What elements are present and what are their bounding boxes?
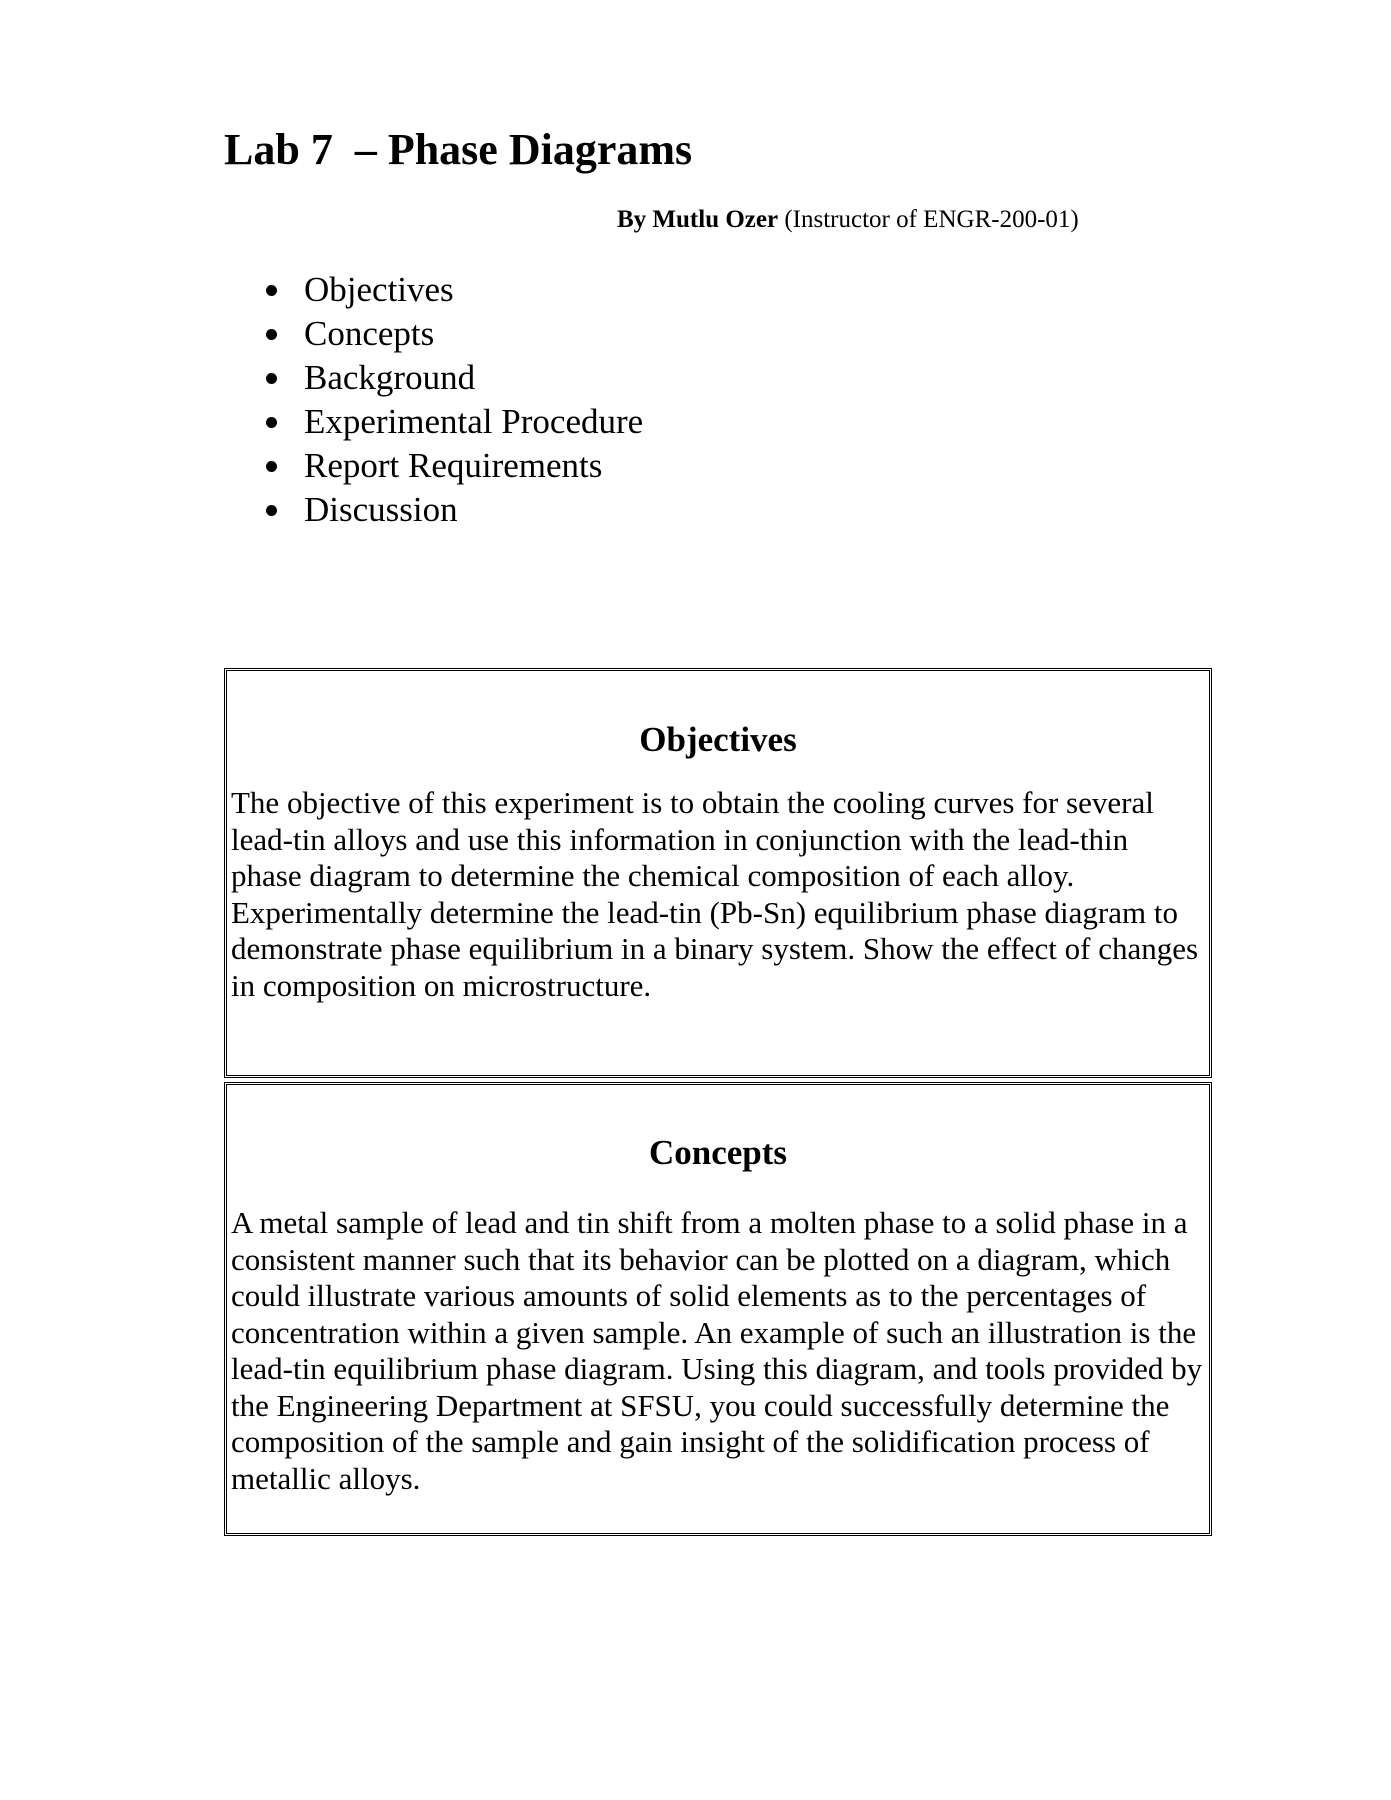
toc-item-label: Experimental Procedure (304, 402, 644, 441)
toc-item-objectives[interactable] (262, 268, 643, 312)
bullet-icon (266, 285, 277, 296)
concepts-section (224, 1082, 1212, 1536)
toc-item-label: Report Requirements (304, 446, 603, 485)
bullet-icon (266, 417, 277, 428)
bullet-icon (266, 329, 277, 340)
objectives-heading: Objectives (639, 720, 797, 759)
objectives-section (224, 668, 1212, 1078)
table-of-contents (262, 268, 643, 532)
concepts-text: A metal sample of lead and tin shift from a molten phase to a solid phase in a consistent manner such that its behavior can be plotted on a diagram, which could illustrate various amounts of solid elements as to the percentages of concentration within a given sample. An example of such an illustration is the lead-tin equilibrium phase diagram. Using this diagram, and tools provided by the Engineering Department at SFSU, you could successfully determine the composition of the sample and gain insight of the solidification process of metallic alloys. (231, 1205, 1203, 1496)
toc-item-label: Discussion (304, 490, 458, 529)
objectives-text: The objective of this experiment is to obtain the cooling curves for several lead-tin alloys and use this information in conjunction with the lead-thin phase diagram to determine the chemical composition of each alloy. Experimentally determine the lead-tin (Pb-Sn) equilibrium phase diagram to demonstrate phase equilibrium in a binary system. Show the effect of changes in composition on microstructure. (231, 785, 1199, 1003)
toc-item-experimental-procedure[interactable] (262, 400, 643, 444)
page-title: Lab 7 – Phase Diagrams (224, 125, 693, 174)
toc-item-label: Background (304, 358, 476, 397)
bullet-icon (266, 461, 277, 472)
author-role: (Instructor of ENGR-200-01) (784, 206, 1079, 233)
toc-item-background[interactable] (262, 356, 643, 400)
toc-item-discussion[interactable] (262, 488, 643, 532)
concepts-heading: Concepts (648, 1133, 788, 1172)
bullet-icon (266, 505, 277, 516)
toc-item-label: Objectives (304, 270, 454, 309)
bullet-icon (266, 373, 277, 384)
toc-item-label: Concepts (304, 314, 435, 353)
toc-item-concepts[interactable] (262, 312, 643, 356)
author-name: By Mutlu Ozer (617, 206, 779, 233)
byline (617, 204, 1079, 236)
toc-item-report-requirements[interactable] (262, 444, 643, 488)
